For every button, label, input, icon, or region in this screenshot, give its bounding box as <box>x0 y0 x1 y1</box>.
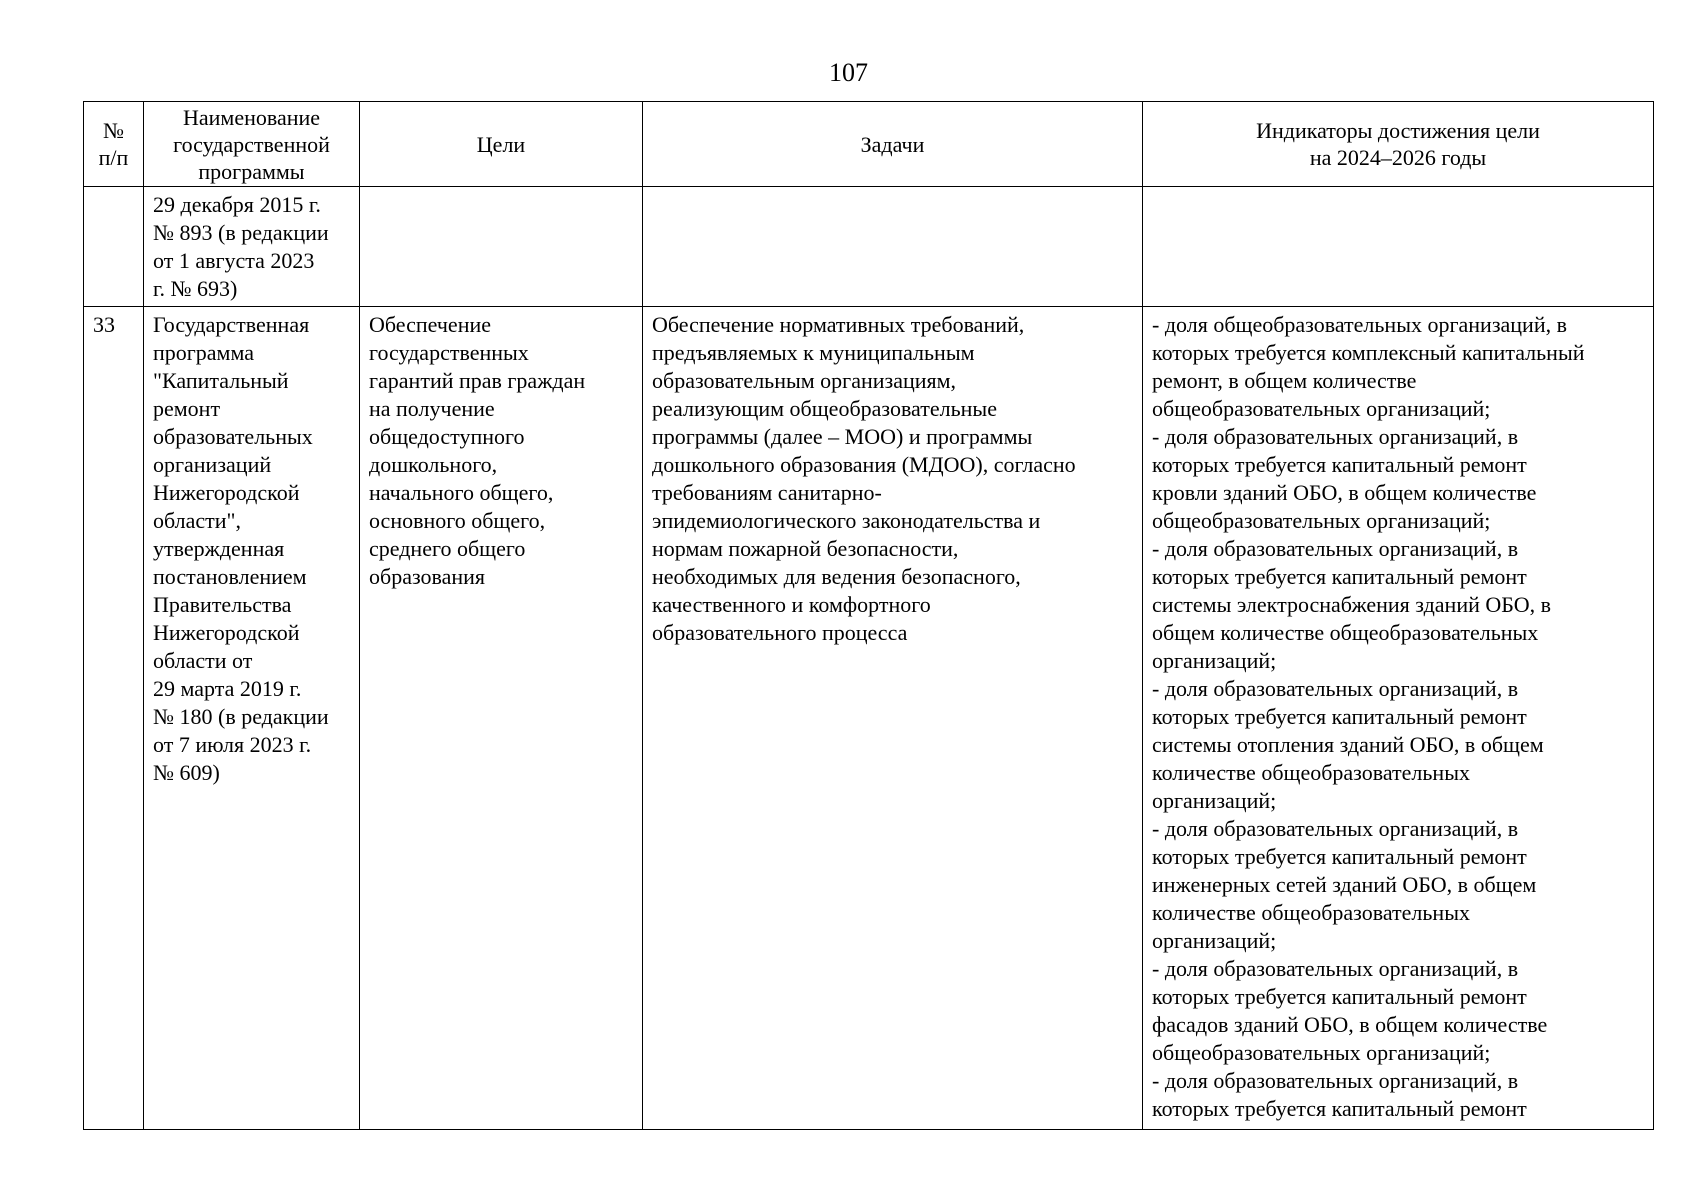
table-row <box>84 307 1654 1130</box>
text-line: количестве общеобразовательных <box>1152 760 1470 785</box>
text-line: которых требуется капитальный ремонт <box>1152 704 1527 729</box>
header-indicators <box>1143 102 1654 187</box>
text-line: - доля образовательных организаций, в <box>1152 1068 1519 1093</box>
text-line: области", <box>153 508 242 533</box>
cell-indicators <box>1143 307 1654 1130</box>
text-line: начального общего, <box>369 480 554 505</box>
cell-num: 33 <box>84 307 144 1130</box>
text-line: общедоступного <box>369 424 525 449</box>
text-line: от 1 августа 2023 <box>153 248 315 273</box>
text-line: требованиям санитарно- <box>652 480 882 505</box>
text-line: государственной <box>173 131 330 157</box>
text-line: № <box>103 118 124 143</box>
text-line: системы электроснабжения зданий ОБО, в <box>1152 592 1552 617</box>
text-line: инженерных сетей зданий ОБО, в общем <box>1152 872 1537 897</box>
text-line: гарантий прав граждан <box>369 368 586 393</box>
text-line: Обеспечение <box>369 312 491 337</box>
text-line: программа <box>153 340 255 365</box>
text-line: организаций; <box>1152 928 1277 953</box>
text-line: программы (далее – МОО) и программы <box>652 424 1033 449</box>
text-line: Наименование <box>182 104 321 130</box>
text-line: п/п <box>98 145 129 170</box>
text-line: образовательного процесса <box>652 620 908 645</box>
text-line: на 2024–2026 годы <box>1309 145 1487 170</box>
text-line: нормам пожарной безопасности, <box>652 536 959 561</box>
text-line: "Капитальный <box>153 368 289 393</box>
header-program-name <box>144 102 360 187</box>
text-line: организаций; <box>1152 788 1277 813</box>
text-line: общеобразовательных организаций; <box>1152 1040 1491 1065</box>
table-header-row <box>84 102 1654 187</box>
text-line: Цели <box>476 131 526 157</box>
text-line: общеобразовательных организаций; <box>1152 396 1491 421</box>
text-line: образовательным организациям, <box>652 368 957 393</box>
text-line: которых требуется комплексный капитальный <box>1152 340 1585 365</box>
programs-table <box>83 101 1654 1130</box>
cell-program-name <box>144 187 360 307</box>
text-line: - доля общеобразовательных организаций, в <box>1152 312 1567 337</box>
text-line: 29 декабря 2015 г. <box>153 192 321 217</box>
text-line: которых требуется капитальный ремонт <box>1152 564 1527 589</box>
header-num <box>84 102 144 187</box>
cell-goals <box>360 187 643 307</box>
text-line: предъявляемых к муниципальным <box>652 340 975 365</box>
text-line: реализующим общеобразовательные <box>652 396 997 421</box>
text-line: от 7 июля 2023 г. <box>153 732 312 757</box>
text-line: области от <box>153 648 253 673</box>
cell-tasks <box>643 307 1143 1130</box>
text-line: ремонт, в общем количестве <box>1152 368 1417 393</box>
text-line: общем количестве общеобразовательных <box>1152 620 1539 645</box>
text-line: на получение <box>369 396 495 421</box>
table-row <box>84 187 1654 307</box>
text-line: Нижегородской <box>153 480 300 505</box>
text-line: 29 марта 2019 г. <box>153 676 302 701</box>
text-line: программы <box>198 158 305 184</box>
text-line: Государственная <box>153 312 310 337</box>
text-line: ремонт <box>153 396 221 421</box>
cell-tasks <box>643 187 1143 307</box>
text-line: системы отопления зданий ОБО, в общем <box>1152 732 1544 757</box>
text-line: дошкольного, <box>369 452 498 477</box>
header-tasks <box>643 102 1143 187</box>
text-line: организаций; <box>1152 648 1277 673</box>
text-line: эпидемиологического законодательства и <box>652 508 1041 533</box>
text-line: утвержденная <box>153 536 285 561</box>
text-line: качественного и комфортного <box>652 592 931 617</box>
text-line: кровли зданий ОБО, в общем количестве <box>1152 480 1537 505</box>
text-line: которых требуется капитальный ремонт <box>1152 844 1527 869</box>
text-line: основного общего, <box>369 508 546 533</box>
text-line: г. № 693) <box>153 276 238 301</box>
text-line: фасадов зданий ОБО, в общем количестве <box>1152 1012 1548 1037</box>
text-line: Задачи <box>860 131 925 157</box>
text-line: - доля образовательных организаций, в <box>1152 956 1519 981</box>
text-line: Правительства <box>153 592 292 617</box>
text-line: необходимых для ведения безопасного, <box>652 564 1021 589</box>
text-line: государственных <box>369 340 529 365</box>
text-line: которых требуется капитальный ремонт <box>1152 984 1527 1009</box>
text-line: Обеспечение нормативных требований, <box>652 312 1025 337</box>
cell-goals <box>360 307 643 1130</box>
text-line: организаций <box>153 452 272 477</box>
text-line: образовательных <box>153 424 313 449</box>
header-goals <box>360 102 643 187</box>
text-line: Индикаторы достижения цели <box>1256 118 1540 143</box>
cell-program-name <box>144 307 360 1130</box>
cell-num <box>84 187 144 307</box>
text-line: дошкольного образования (МДОО), согласно <box>652 452 1076 477</box>
text-line: - доля образовательных организаций, в <box>1152 676 1519 701</box>
text-line: постановлением <box>153 564 307 589</box>
text-line: среднего общего <box>369 536 526 561</box>
text-line: количестве общеобразовательных <box>1152 900 1470 925</box>
text-line: которых требуется капитальный ремонт <box>1152 452 1527 477</box>
text-line: которых требуется капитальный ремонт <box>1152 1096 1527 1121</box>
text-line: - доля образовательных организаций, в <box>1152 424 1519 449</box>
text-line: - доля образовательных организаций, в <box>1152 536 1519 561</box>
text-line: Нижегородской <box>153 620 300 645</box>
page-number: 107 <box>829 58 868 87</box>
cell-indicators <box>1143 187 1654 307</box>
text-line: № 180 (в редакции <box>153 704 329 729</box>
text-line: образования <box>369 564 486 589</box>
text-line: общеобразовательных организаций; <box>1152 508 1491 533</box>
text-line: - доля образовательных организаций, в <box>1152 816 1519 841</box>
text-line: № 893 (в редакции <box>153 220 329 245</box>
text-line: № 609) <box>153 760 220 785</box>
